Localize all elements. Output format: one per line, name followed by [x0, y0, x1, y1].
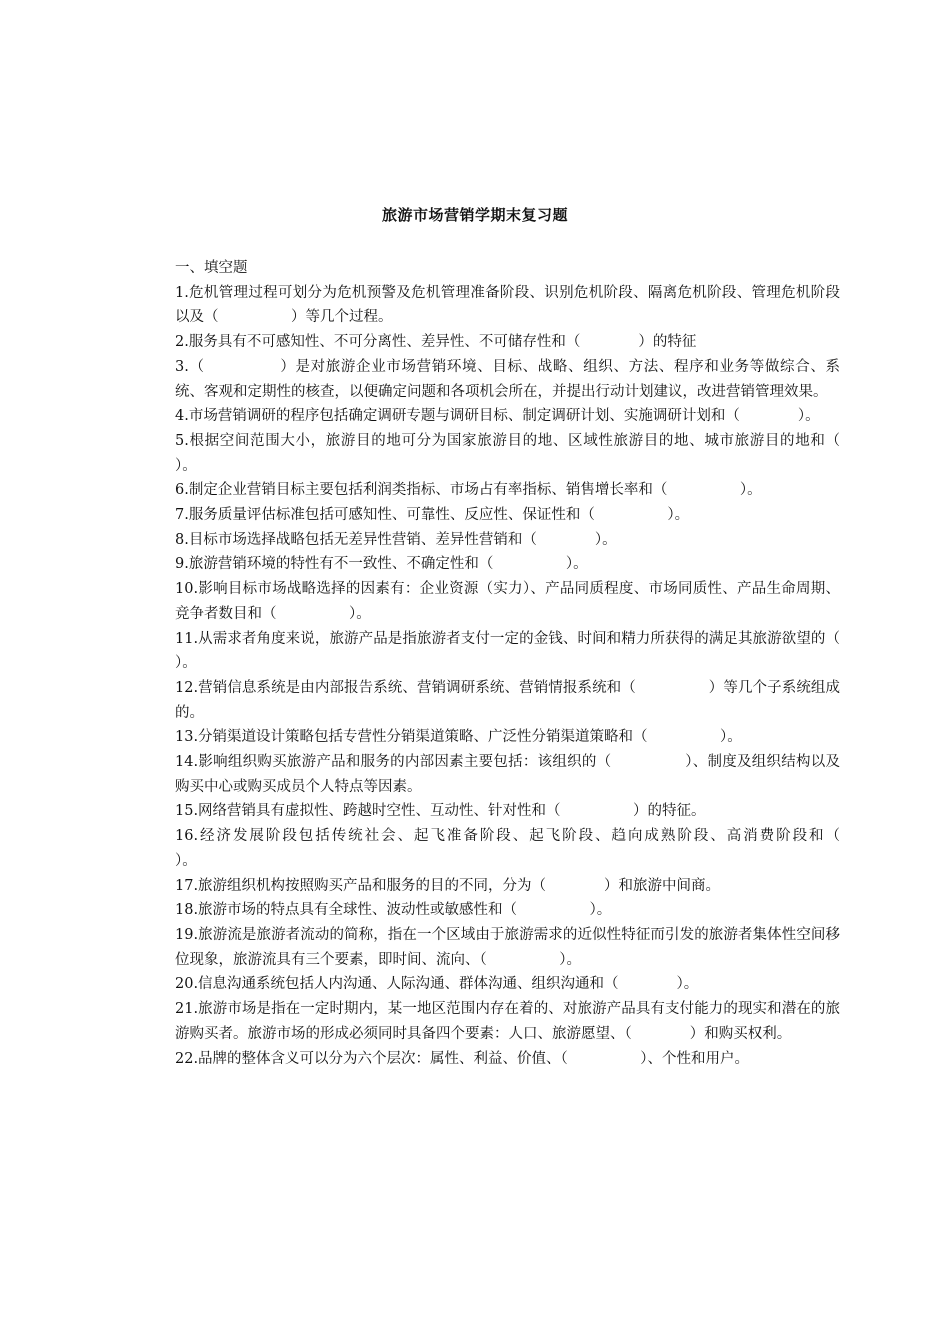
- question-item: 17.旅游组织机构按照购买产品和服务的目的不同，分为（ ）和旅游中间商。: [175, 877, 721, 894]
- question-item: 3.（ ）是对旅游企业市场营销环境、目标、战略、组织、方法、程序和业务等做综合、系统、客观和定期性的核查，以便确定问题和各项机会所在，并提出行动计划建议，改进营销管理效果。: [175, 358, 840, 400]
- question-item: 8.目标市场选择战略包括无差异性营销、差异性营销和（ ）。: [175, 531, 617, 548]
- question-item: 19.旅游流是旅游者流动的简称，指在一个区域由于旅游需求的近似性特征而引发的旅游者集体性空间移位现象，旅游流具有三个要素，即时间、流向、（ ）。: [175, 926, 840, 968]
- question-item: 6.制定企业营销目标主要包括利润类指标、市场占有率指标、销售增长率和（ ）。: [175, 482, 762, 499]
- question-item: 22.品牌的整体含义可以分为六个层次：属性、利益、价值、（ ）、个性和用户。: [175, 1050, 750, 1067]
- document-body: [175, 256, 913, 1071]
- question-item: 1.危机管理过程可划分为危机预警及危机管理准备阶段、识别危机阶段、隔离危机阶段、管理危机阶段以及（ ）等几个过程。: [175, 284, 840, 326]
- question-item: 21.旅游市场是指在一定时期内，某一地区范围内存在着的、对旅游产品具有支付能力的现实和潜在的旅游购买者。旅游市场的形成必须同时具备四个要素：人口、旅游愿望、（ ）和购买权利。: [175, 1001, 840, 1042]
- question-item: 18.旅游市场的特点具有全球性、波动性或敏感性和（ ）。: [175, 902, 612, 919]
- question-item: 7.服务质量评估标准包括可感知性、可靠性、反应性、保证性和（ ）。: [175, 507, 690, 524]
- question-item: 4.市场营销调研的程序包括确定调研专题与调研目标、制定调研计划、实施调研计划和（ ）。: [175, 408, 820, 425]
- question-item: 15.网络营销具有虚拟性、跨越时空性、互动性、针对性和（ ）的特征。: [175, 803, 706, 820]
- question-item: 20.信息沟通系统包括人内沟通、人际沟通、群体沟通、组织沟通和（ ）。: [175, 976, 699, 993]
- question-item: 11.从需求者角度来说，旅游产品是指旅游者支付一定的金钱、时间和精力所获得的满足其旅游欲望的（ ）。: [175, 630, 898, 672]
- section-heading: 一、填空题: [175, 260, 248, 276]
- question-item: 5.根据空间范围大小，旅游目的地可分为国家旅游目的地、区域性旅游目的地、城市旅游目的地和（ ）。: [175, 432, 913, 474]
- question-item: 12.营销信息系统是由内部报告系统、营销调研系统、营销情报系统和（ ）等几个子系统组成的。: [175, 679, 840, 721]
- question-item: 16.经济发展阶段包括传统社会、起飞准备阶段、起飞阶段、趋向成熟阶段、高消费阶段和（ ）。: [175, 828, 898, 869]
- document-title: 旅游市场营销学期末复习题: [381, 206, 568, 224]
- question-item: 10.影响目标市场战略选择的因素有：企业资源（实力）、产品同质程度、市场同质性、产品生命周期、竞争者数目和（ ）。: [175, 581, 840, 622]
- question-item: 14.影响组织购买旅游产品和服务的内部因素主要包括：该组织的（ ）、制度及组织结构以及购买中心或购买成员个人特点等因素。: [175, 754, 840, 795]
- question-item: 9.旅游营销环境的特性有不一致性、不确定性和（ ）。: [175, 556, 588, 573]
- question-item: 2.服务具有不可感知性、不可分离性、差异性、不可储存性和（ ）的特征: [175, 334, 697, 351]
- question-item: 13.分销渠道设计策略包括专营性分销渠道策略、广泛性分销渠道策略和（ ）。: [175, 729, 742, 746]
